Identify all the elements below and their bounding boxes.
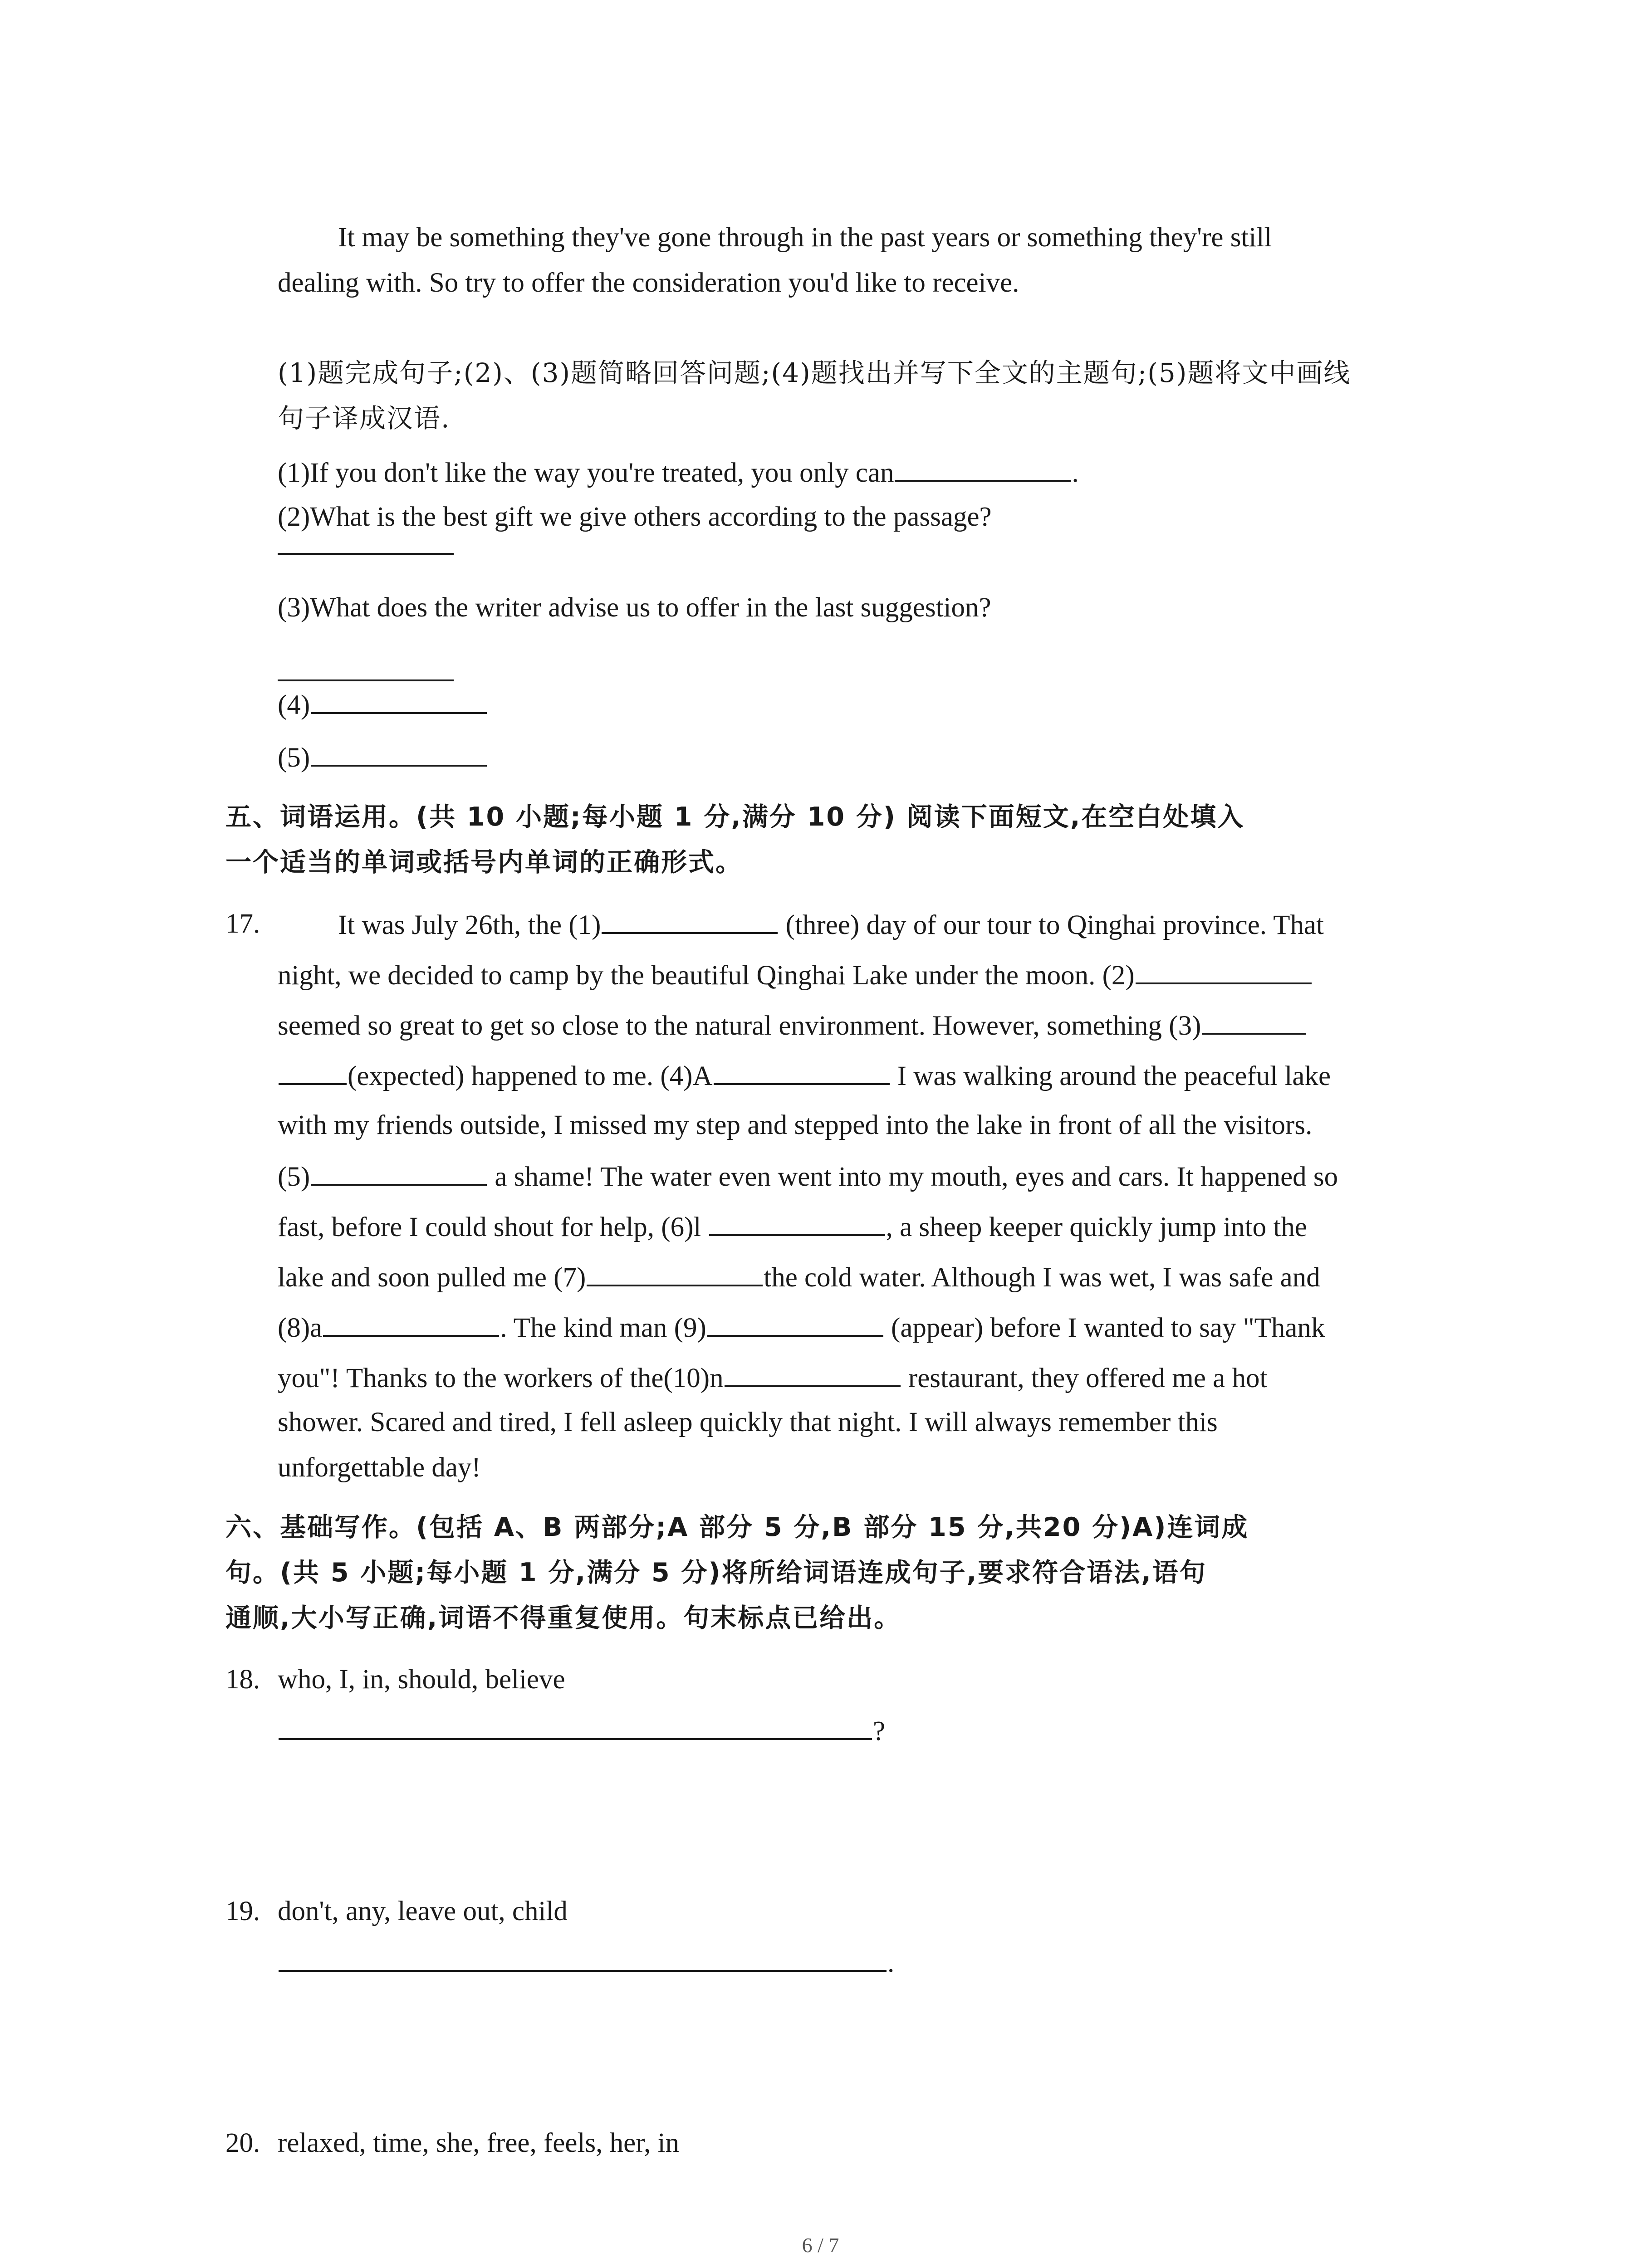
q17-line-1-text-b: (three) day of our tour to Qinghai province. That xyxy=(779,909,1324,940)
q17-line-10-text-b: restaurant, they offered me a hot xyxy=(901,1363,1268,1393)
q17-line-7-text-b: , a sheep keeper quickly jump into the xyxy=(886,1212,1307,1242)
q17-line-12: unforgettable day! xyxy=(278,1452,481,1483)
q17-blank-10[interactable] xyxy=(725,1360,901,1387)
q17-line-7 xyxy=(278,1209,1307,1244)
q18-end-punctuation: ? xyxy=(873,1716,886,1746)
q17-blank-2[interactable] xyxy=(1136,958,1312,984)
q16-sub-4-label: (4) xyxy=(278,689,310,720)
q17-line-3-text: seemed so great to get so close to the natural environment. However, something (3) xyxy=(278,1010,1201,1041)
q17-line-8-text-a: lake and soon pulled me (7) xyxy=(278,1262,586,1293)
q16-sub-4 xyxy=(278,687,488,722)
q17-line-10 xyxy=(278,1360,1267,1395)
q17-number: 17. xyxy=(225,909,260,939)
q16-sub-1-end: . xyxy=(1072,457,1079,488)
q16-sub-4-blank[interactable] xyxy=(311,687,487,714)
q16-sub-5-label: (5) xyxy=(278,742,310,773)
q19-words: don't, any, leave out, child xyxy=(278,1896,568,1926)
q17-line-9-text-c: (appear) before I wanted to say "Thank xyxy=(884,1312,1325,1343)
q17-line-9-text-b: . The kind man (9) xyxy=(500,1312,706,1343)
q19-end-punctuation: . xyxy=(887,1947,895,1978)
q16-sub-1-blank[interactable] xyxy=(895,455,1071,482)
q16-instructions-line-1: (1)题完成句子;(2)、(3)题简略回答问题;(4)题找出并写下全文的主题句;(5)题将文中画线 xyxy=(278,357,1351,388)
q17-blank-6[interactable] xyxy=(709,1209,885,1236)
q17-blank-4[interactable] xyxy=(714,1058,890,1085)
section-5-heading-line-1: 五、词语运用。(共 10 小题;每小题 1 分,满分 10 分) 阅读下面短文,在空白处填入 xyxy=(225,802,1245,832)
q17-line-3 xyxy=(278,1008,1307,1042)
q17-blank-3a[interactable] xyxy=(1202,1008,1306,1035)
q17-blank-8[interactable] xyxy=(323,1310,499,1337)
q17-blank-9[interactable] xyxy=(707,1310,883,1337)
q17-line-1-text-a: It was July 26th, the (1) xyxy=(338,909,601,940)
q20-number: 20. xyxy=(225,2128,260,2158)
q17-line-9-text-a: (8)a xyxy=(278,1312,323,1343)
q16-sub-2: (2)What is the best gift we give others according to the passage? xyxy=(278,502,992,532)
q19-answer xyxy=(278,1945,894,1980)
q17-line-6 xyxy=(278,1159,1338,1193)
q16-sub-5-blank[interactable] xyxy=(311,740,487,767)
section-6-heading-line-1: 六、基础写作。(包括 A、B 两部分;A 部分 5 分,B 部分 15 分,共20 分)A)连词成 xyxy=(225,1512,1249,1542)
q18-number: 18. xyxy=(225,1664,260,1695)
q20-words: relaxed, time, she, free, feels, her, in xyxy=(278,2128,680,2158)
q17-line-4-text-a: (expected) happened to me. (4)A xyxy=(348,1061,713,1091)
q16-sub-1 xyxy=(278,455,1079,489)
q17-blank-5[interactable] xyxy=(311,1159,487,1186)
q17-line-4 xyxy=(278,1058,1331,1093)
q17-blank-3b[interactable] xyxy=(279,1058,347,1085)
q18-answer xyxy=(278,1713,885,1748)
q16-sub-1-text: (1)If you don't like the way you're treated, you only can xyxy=(278,457,894,488)
q16-sub-2-answer-line[interactable] xyxy=(278,553,454,555)
q16-instructions-line-2: 句子译成汉语. xyxy=(278,403,451,434)
section-5-heading-line-2: 一个适当的单词或括号内单词的正确形式。 xyxy=(225,847,743,877)
page-number: 6 / 7 xyxy=(802,2234,839,2257)
passage-line-1: It may be something they've gone through in the past years or something they're still xyxy=(338,222,1272,253)
q17-line-11: shower. Scared and tired, I fell asleep quickly that night. I will always remember this xyxy=(278,1407,1218,1437)
section-6-heading-line-3: 通顺,大小写正确,词语不得重复使用。句末标点已给出。 xyxy=(225,1603,901,1633)
q17-line-1 xyxy=(338,907,1324,942)
q16-sub-3: (3)What does the writer advise us to offer in the last suggestion? xyxy=(278,592,991,623)
q17-line-9 xyxy=(278,1310,1325,1344)
q16-sub-3-answer-line[interactable] xyxy=(278,679,454,681)
q19-answer-line[interactable] xyxy=(279,1945,887,1972)
q17-line-5: with my friends outside, I missed my step and stepped into the lake in front of all the visitors. xyxy=(278,1110,1313,1140)
section-6-heading-line-2: 句。(共 5 小题;每小题 1 分,满分 5 分)将所给词语连成句子,要求符合语法,语句 xyxy=(225,1558,1207,1588)
q17-line-8 xyxy=(278,1260,1320,1294)
q17-blank-1[interactable] xyxy=(602,907,778,934)
q19-number: 19. xyxy=(225,1896,260,1926)
q17-line-4-text-b: I was walking around the peaceful lake xyxy=(890,1061,1331,1091)
q17-line-8-text-b: the cold water. Although I was wet, I was safe and xyxy=(764,1262,1320,1293)
q17-line-6-text-a: (5) xyxy=(278,1161,310,1192)
q16-sub-5 xyxy=(278,740,488,774)
q17-line-10-text-a: you"! Thanks to the workers of the(10)n xyxy=(278,1363,724,1393)
q17-line-2 xyxy=(278,958,1313,992)
passage-line-2: dealing with. So try to offer the consideration you'd like to receive. xyxy=(278,268,1019,298)
q17-blank-7[interactable] xyxy=(587,1260,763,1286)
q17-line-2-text: night, we decided to camp by the beautiful Qinghai Lake under the moon. (2) xyxy=(278,960,1135,991)
q18-answer-line[interactable] xyxy=(279,1713,872,1740)
q18-words: who, I, in, should, believe xyxy=(278,1664,565,1695)
q17-line-6-text-b: a shame! The water even went into my mouth, eyes and cars. It happened so xyxy=(488,1161,1338,1192)
q17-line-7-text-a: fast, before I could shout for help, (6)l xyxy=(278,1212,708,1242)
